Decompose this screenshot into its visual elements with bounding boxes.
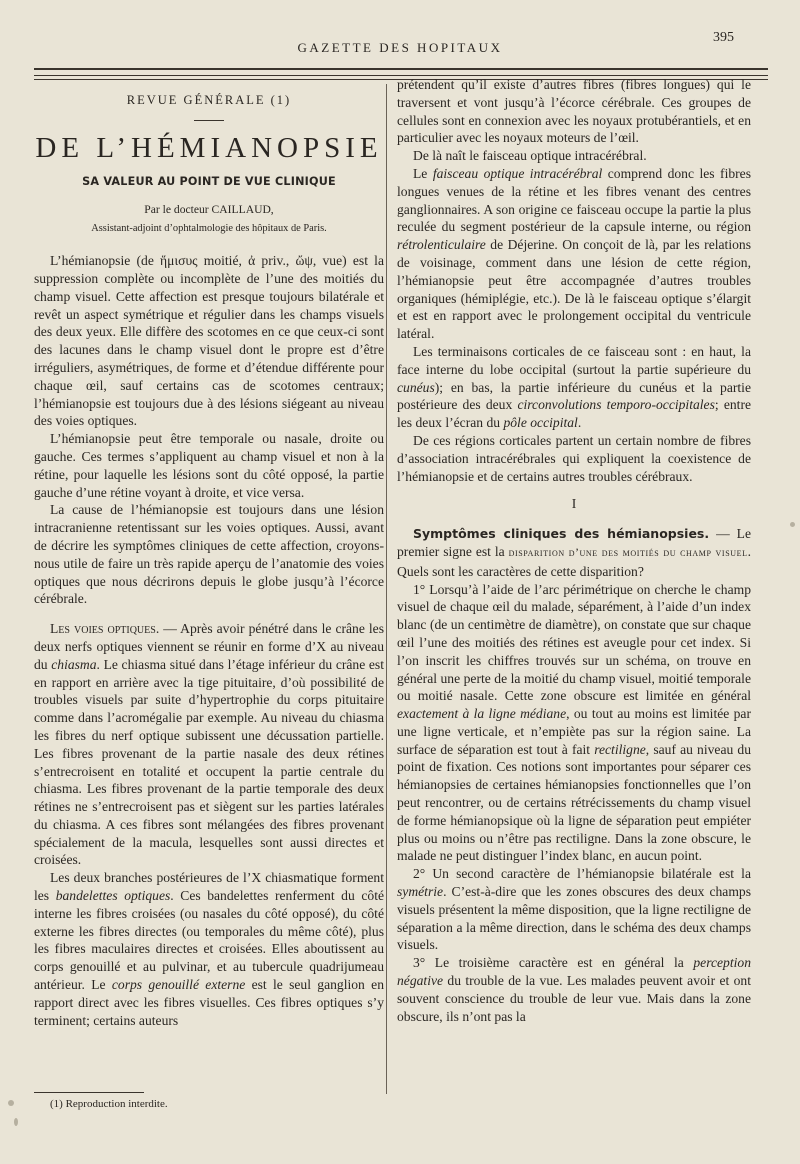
paragraph: De ces régions corticales partent un certain nombre de fibres d’association intracérébrales qui expliquent la coexistence de l’hémianopsie et de certains autres troubles cérébraux. [397, 432, 751, 484]
paragraph [397, 954, 751, 1025]
italic-term: bandelettes optiques [55, 888, 171, 904]
paragraph-symptomes [397, 525, 751, 580]
paragraph: La cause de l’hémianopsie est toujours dans une lésion intracranienne retentissant sur les voies optiques. Aussi, avant de décrire les symptômes cliniques de cette affection, croyons-nous utile de faire un très rapide aperçu de l’anatomie des voies optiques que nous décrirons depuis le globe jusqu’à l’écorce cérébrale. [34, 502, 384, 607]
header-rule [34, 68, 768, 70]
paragraph-bandelettes [34, 869, 384, 1029]
title-divider [194, 120, 224, 121]
text-run: 3° Le troisième caractère est en général la [413, 955, 694, 971]
text-run: Les terminaisons corticales de ce faisceau sont : en haut, la face interne du lobe occipital (surtout la partie supérieure du [397, 343, 751, 377]
text-run: comprend donc les fibres longues venues de la rétine et les fibres venant des centres ganglionnaires. A son origine ce faisceau occupe la partie la plus reculée du segment postérieur de la capsule interne, ou région [397, 165, 751, 235]
paragraph: L’hémianopsie peut être temporale ou nasale, droite ou gauche. Ces termes s’appliquent au champ visuel et non à la rétine, pour laquelle les lésions sont du côté opposé, la partie gauche d’une rétine voyant à droite, et vice versa. [34, 431, 384, 500]
text-run: Le [413, 165, 433, 181]
right-column [397, 76, 751, 1025]
italic-term: pôle occipital [503, 415, 578, 431]
footnote: (1) Reproduction interdite. [50, 1098, 168, 1110]
author-affiliation: Assistant-adjoint d’ophtalmologie des hôpitaux de Paris. [91, 223, 327, 235]
text-run: 1° Lorsqu’à l’aide de l’arc périmétrique on cherche le champ visuel de chaque œil du malade, séparément, à l’aide d’un index blanc (de un centimètre de diamètre), on constate que sur chaque œil l’une des moitiés des rétines est aveugle pour cet index. Si l’on inscrit les chiffres trouvés sur un schéma, on trouve en général une perte de la moitié du champ visuel, moitié temporale ou moitié nasale. Cette zone obscure est limitée en général [397, 581, 751, 704]
footnote-rule [34, 1092, 144, 1093]
section-numeral: I [571, 496, 577, 512]
text-run: est le seul ganglion en rapport direct avec les fibres visuelles. Ces fibres optiques s’y terminent; certains auteurs [34, 977, 384, 1028]
left-column [34, 92, 384, 1029]
italic-term: circonvolutions temporo-occipitales [517, 397, 715, 413]
paper-speck [14, 1118, 18, 1126]
text-run: — Après avoir pénétré dans le crâne les deux nerfs optiques viennent se réunir en forme d’X au niveau du [34, 621, 384, 672]
text-run: de Déjerine. On conçoit de là, par les relations de voisinage, comment dans une lésion de cette région, l’hémianopsie peut être accompagnée d’autres troubles organiques (hémiplégie, etc.). De là le faisceau optique s’élargit et est en rapport avec le prolongement occipital du ventricule latéral. [397, 237, 751, 342]
text-run: . C’est-à-dire que les zones obscures des deux champs visuels présentent la même disposition, que la ligne rectiligne de séparation a la même direction, dans le schéma des deux champs visuels. [397, 884, 751, 953]
byline: Par le docteur CAILLAUD, [144, 202, 274, 216]
paragraph: De là naît le faisceau optique intracérébral. [413, 148, 647, 164]
paragraph-voies-optiques [34, 620, 384, 869]
text-run: . [577, 415, 582, 431]
column-divider [386, 84, 387, 1094]
italic-term: rétrolenticulaire [397, 237, 486, 253]
text-run: , sauf au niveau du point de fixation. Ces notions sont importantes pour séparer ces hémianopsies de certaines hémianopsies fonctionnelles que l’on peut rencontrer, ou de certains rétrécissements du champ visuel de forme hémianopsique où la ligne de séparation peut empiéter plus ou moins ou n’être pas rectiligne. Dans la zone obscure, le malade ne peut distinguer l’index blanc, en aucun point. [397, 741, 751, 864]
section-heading: Symptômes cliniques des hémianopsies. [413, 526, 710, 542]
paragraph [397, 581, 751, 866]
italic-term: faisceau optique intracérébral [432, 165, 603, 181]
text-run: . Ces bandelettes renferment du côté interne les fibres croisées (ou nasales du côté opposé), du côté externe les fibres directes (ou temporales du même côté), plus les fibres maculaires directes et croisées. Elles aboutissent au corps genouillé et au pulvinar, et au tubercule quadrijumeau antérieur. Le [34, 888, 385, 993]
paragraph [397, 343, 751, 432]
italic-term: corps genouillé externe [111, 977, 246, 993]
paragraph: prétendent qu’il existe d’autres fibres (fibres longues) qui le traversent et vont jusqu’à l’écorce cérébrale. Ces groupes de cellules sont en connexion avec les noyaux protubérantiels, et en particulier avec les noyaux moteurs de l’œil. [397, 77, 751, 146]
text-run: ; entre les deux l’écran du [397, 397, 751, 431]
italic-term: chiasma [51, 656, 97, 672]
text-run: 2° Un second caractère de l’hémianopsie bilatérale est la [413, 866, 751, 882]
italic-term: rectiligne [594, 741, 646, 757]
small-caps-term: disparition d’une des moitiés du champ visuel [508, 546, 748, 559]
article-subtitle: SA VALEUR AU POINT DE VUE CLINIQUE [82, 174, 336, 188]
paragraph [397, 165, 751, 343]
paper-speck [790, 522, 795, 527]
text-run: Les deux branches postérieures de l’X chiasmatique forment les [34, 870, 384, 904]
text-run: — Le premier signe est la [397, 526, 751, 559]
article-title: DE L’HÉMIANOPSIE [35, 131, 383, 164]
paper-speck [8, 1100, 14, 1106]
italic-term: symétrie [397, 884, 444, 900]
text-run: , ou tout au moins est limitée par une ligne verticale, et n’empiète pas sur la région saine. La surface de séparation est tout à fait [397, 706, 751, 757]
page-number: 395 [713, 30, 734, 45]
text-run: . Quels sont les caractères de cette disparition? [397, 543, 752, 579]
text-run: . Le chiasma situé dans l’étage inférieur du crâne est en rapport en arrière avec la tige pituitaire, d’où possibilité de troubles visuels par suite d’hypertrophie du corps pituitaire comme dans l’acromégalie par exemple. Au niveau du chiasma les fibres du nerf optique subissent une décussation partielle. Les fibres provenant de la partie nasale des deux rétines s’entrecroisent en totalité et occupent la partie centrale du chiasma. Les fibres provenant de la partie temporale des deux rétines ne s’entrecroisent pas et siègent sur les parties latérales du chiasma. A ces fibres sont mélangées des fibres provenant spécialement de la macula, lesquelles sont aussi directes et croisées. [34, 656, 384, 868]
paragraph: L’hémianopsie (de ἥμισυς moitié, ἀ priv., ὤψ, vue) est la suppression complète ou incomplète de l’une des moitiés du champ visuel. Cette affection est presque toujours bilatérale et revêt un aspect symétrique et régulier dans les champs visuels des deux yeux. Elle diffère des scotomes en ce que ceux-ci sont des lacunes dans le champ visuel dont le propre est d’être irréguliers, asymétriques, de forme et d’étendue différente pour chaque œil, sauf certains cas de scotomes centraux; l’hémianopsie est toujours due à des lésions siégeant au niveau des voies optiques. [34, 253, 384, 429]
text-run: du trouble de la vue. Les malades peuvent avoir et ont souvent conscience du trouble de leur vue. Mais dans la zone obscure, ils n’ont pas la [397, 973, 751, 1024]
section-heading: Les voies optiques. [50, 621, 160, 637]
rubric: REVUE GÉNÉRALE (1) [126, 93, 292, 107]
italic-term: perception négative [397, 955, 751, 989]
paragraph [397, 865, 751, 954]
text-run: ); en bas, la partie inférieure du cunéus et la partie postérieure des deux [397, 379, 751, 413]
italic-term: exactement à la ligne médiane [397, 706, 567, 722]
italic-term: cunéus [397, 379, 435, 395]
running-head: GAZETTE DES HOPITAUX [297, 40, 503, 55]
